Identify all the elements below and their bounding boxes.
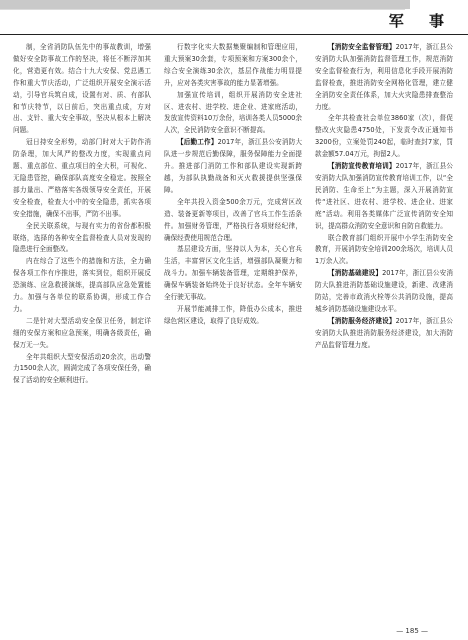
paragraph (164, 137, 302, 197)
paragraph-text: 全年共组织大型安保活动20余次，出动警力1500余人次，圆满完成了各项安保任务，确保了活动的安全顺利进行。 (13, 352, 151, 385)
paragraph (164, 197, 302, 245)
header-band (0, 0, 410, 9)
section-heading: 【消防宣传教育培训】 (328, 162, 396, 171)
paragraph-text: 开展节能减排工作，降低办公成本，推进绿色营区建设，取得了良好成效。 (164, 304, 302, 325)
paragraph (315, 42, 453, 113)
paragraph (315, 268, 453, 316)
paragraph-text: 联合教育部门组织开展中小学生消防安全教育，开展消防安全培训200余场次，培训人员1万余人次。 (315, 233, 453, 266)
paragraph (13, 42, 151, 137)
section-title: 军 事 (388, 12, 454, 30)
paragraph (315, 233, 453, 269)
text-column-1 (13, 42, 151, 620)
paragraph (315, 161, 453, 232)
paragraph (13, 316, 151, 352)
paragraph-text: 二是针对大型活动安全保卫任务，制定详细的安保方案和应急预案，明确各级责任，确保万无一失。 (13, 316, 151, 349)
paragraph-text: 内在综合了这些个的措施和方法，全力确保各项工作有序推进，落实到位，组织开展反恐演练、应急救援演练，提高部队应急处置能力。加强与各单位的联系协调，形成工作合力。 (13, 257, 151, 313)
text-column-3 (315, 42, 453, 620)
page-number: — 185 — (396, 627, 428, 635)
paragraph-text: 全年共投入资金500余万元，完成营区改造、装备更新等项目，改善了官兵工作生活条件。加强财务管理，严格执行各项财经纪律，确保经费使用规范合理。 (164, 197, 302, 242)
section-heading: 【消防基础建设】 (328, 269, 383, 278)
paragraph (164, 90, 302, 138)
paragraph (13, 352, 151, 388)
paragraph (13, 256, 151, 316)
paragraph-text: 全年共检查社会单位3860家（次），督促整改火灾隐患4750处，下发责令改正通知书3200份，立案处罚240起，临时查封7家，罚款金额57.04万元，拘留2人。 (315, 114, 453, 159)
paragraph (164, 244, 302, 304)
section-heading: 【消防服务经济建设】 (328, 316, 396, 325)
page-header (0, 0, 468, 30)
paragraph-text: 基层建设方面，坚持以人为本，关心官兵生活，丰富营区文化生活，增强部队凝聚力和战斗力。加强车辆装备管理，定期维护保养，确保车辆装备始终处于良好状态。全年车辆安全行驶无事故。 (164, 245, 302, 302)
paragraph-text: 2017年，浙江县公安消防大队加强消防宣传教育培训工作，以“全民消防、生命至上”为主题，深入开展消防宣传“进社区、进农村、进学校、进企业、进家庭”活动。利用各类媒体广泛宣传消防安全知识，提高群众消防安全意识和自防自救能力。 (315, 162, 453, 230)
paragraph (13, 221, 151, 257)
header-band-line (0, 9, 405, 10)
paragraph-text: 行数字化实大数据集聚编制和管理应用，重大预案30余套，专项预案和方案300余个，综合安全演练30余次，基层作战能力明显提升，应对各类灾害事故的能力显著增强。 (164, 43, 302, 87)
paragraph-text: 冠日持安全形势，动部门时对大于防作消防条理，加大风严的整改力度，实现重点问题、重点部位、重点项目的全大积，可视化、无隐患管控，确保部队高度安全稳定。按照全部力量出、严格落实各级领导安全责任，开展安全检查，检查大小中的安全隐患，抓实各项安全措施，确保不出事，严防不出事。 (13, 138, 151, 218)
paragraph (164, 304, 302, 328)
paragraph-text: 制，全省消防队伍先中的事故教训，增强做好安全防事故工作的坚决，将任不断浮加其化，营造更有效。结合十九大安保、党总遇工作和重大节庆活动，广泛组织开展安全演示活动，引导官兵筑自成，设置有对、质、有部队和节庆特节，以日前后，突出重点成，方对出、支针、重大安全事故，坚决从根本上解决问题。 (13, 43, 151, 135)
paragraph-text: 2017年，浙江县公安消防大队推进消防服务经济建设，加大消防产品监督管理力度。 (315, 316, 453, 349)
paragraph (315, 316, 453, 352)
text-column-2 (164, 42, 302, 620)
paragraph-text: 全民关联系统，与现有实力的省份都积极联络，选择的各种安全监督检查人员对发现的隐患进行全面整改。 (13, 221, 151, 254)
paragraph-text: 2017年，浙江县公安消防大队推进消防基础设施建设，新建、改建消防站，完善市政消火栓等公共消防设施，提高城乡消防基础设施建设水平。 (315, 269, 453, 313)
paragraph-text: 加强宣传培训，组织开展消防安全进社区、进农村、进学校、进企业、进家庭活动，发放宣传资料10万余份，培训各类人员5000余人次，全民消防安全意识不断提高。 (164, 90, 302, 135)
paragraph-text: 2017年，浙江县公安消防大队进一步规范后勤保障，服务保障能力全面提升。推进部门消防工作和部队建设实现新跨越，为部队执勤战备和灭火救援提供坚强保障。 (164, 138, 302, 194)
section-heading: 【后勤工作】 (177, 138, 218, 147)
paragraph (315, 113, 453, 161)
paragraph-text: 2017年，浙江县公安消防大队加强消防监督管理工作，规范消防安全监督检查行为，利用信息化手段开展消防监督检查，推进消防安全网格化管理，建立健全消防安全责任体系，加大火灾隐患排查整治力度。 (315, 43, 453, 111)
paragraph (164, 42, 302, 90)
header-rule (0, 34, 468, 35)
paragraph (13, 137, 151, 220)
section-heading: 【消防安全监督管理】 (328, 43, 396, 51)
